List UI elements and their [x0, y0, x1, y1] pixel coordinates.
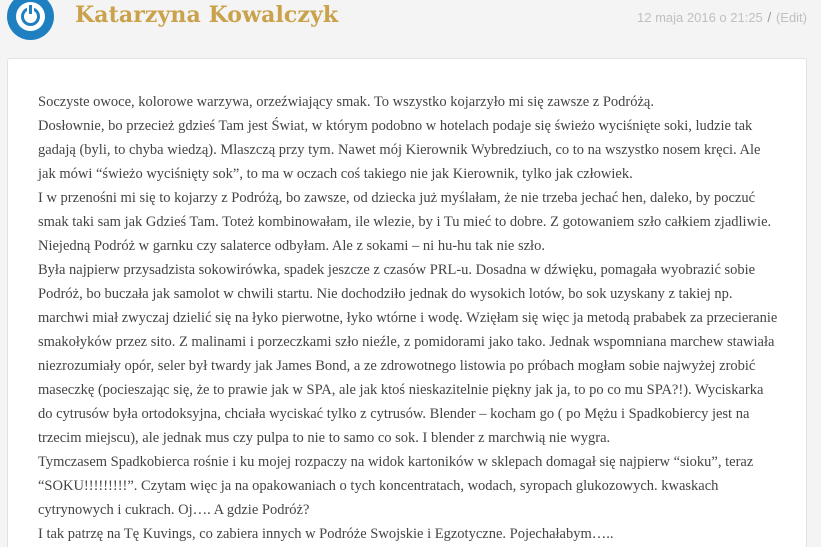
comment-meta	[637, 9, 807, 25]
power-icon	[21, 7, 40, 26]
comment-paragraph: Soczyste owoce, kolorowe warzywa, orzeźwiający smak. To wszystko kojarzyło mi się zawsze z Podróżą.	[38, 94, 654, 110]
comment-date[interactable]: 12 maja 2016 o 21:25	[637, 10, 763, 25]
comment-paragraph: Tymczasem Spadkobierca rośnie i ku mojej rozpaczy na widok kartoników w sklepach domagał się najpierw “sioku”, teraz “SOKU!!!!!!!!!”. Czytam więc ja na opakowaniach o tych koncentratach, wodach, syropach glukozowych. kwaskach cytrynowych i cukrach. Oj…. A gdzie Podróż?	[38, 454, 754, 518]
comment-paragraph: Dosłownie, bo przecież gdzieś Tam jest Świat, w którym podobno w hotelach podaje się świeżo wyciśnięte soki, ludzie tak gadają (byli, to chyba wiedzą). Mlaszczą przy tym. Nawet mój Kierownik Wybredziuch, co to na wszystko nosem kręci. Ale jak mówi “świeżo wyciśnięty sok”, to ma w oczach coś takiego nie jak Kierownik, tylko jak człowiek.	[38, 118, 761, 182]
comment-paragraph: Była najpierw przysadzista sokowirówka, spadek jeszcze z czasów PRL-u. Dosadna w dźwięku, pomagała wyobrazić sobie Podróż, bo buczała jak samolot w chwili startu. Nie dochodziło jednak do wysokich lotów, bo sok uzyskany z takiej np. marchwi miał zwyczaj dzielić się na łyko pierwotne, łyko wtórne i wodę. Wzięłam się więc ja metodą prababek za przecieranie smakołyków przez sito. Z malinami i porzeczkami szło nieźle, z pomidorami jako tako. Jednak wspomniana marchew stawiała niezrozumiały opór, seler był twardy jak James Bond, a ze zdrowotnego listowia po próbach mogłam sobie najwyżej zrobić maseczkę (pocieszając się, że to prawie jak w SPA, ale jak ktoś nieskazitelnie piękny jak ja, to po co mu SPA?!). Wyciskarka do cytrusów była ortodoksyjna, chciała wyciskać tylko z cytrusów. Blender – kocham go ( po Mężu i Spadkobiercy jest na trzecim miejscu), ale jednak mus czy pulpa to nie to samo co sok. I blender z marchwią nie wygra.	[38, 262, 778, 446]
comment-header	[0, 0, 821, 50]
comment-paragraph: I w przenośni mi się to kojarzy z Podróżą, bo zawsze, od dziecka już myślałam, że nie trzeba jechać hen, daleko, by poczuć smak taki sam jak Gdzieś Tam. Toteż kombinowałam, ile wlezie, by i Tu mieć to dobre. Z gotowaniem szło całkiem zjadliwie. Niejedną Podróż w garnku czy salaterce odbyłam. Ale z sokami – ni hu-hu tak nie szło.	[38, 190, 772, 254]
avatar[interactable]	[7, 0, 54, 40]
comment-author-name[interactable]: Katarzyna Kowalczyk	[75, 2, 339, 28]
avatar-ring	[16, 2, 45, 31]
meta-separator: /	[767, 9, 772, 25]
edit-link[interactable]: (Edit)	[775, 10, 807, 25]
comment-body	[7, 58, 807, 547]
comment-text	[38, 90, 778, 546]
comment-paragraph: I tak patrzę na Tę Kuvings, co zabiera innych w Podróże Swojskie i Egzotyczne. Pojechałabym…..	[38, 526, 614, 542]
